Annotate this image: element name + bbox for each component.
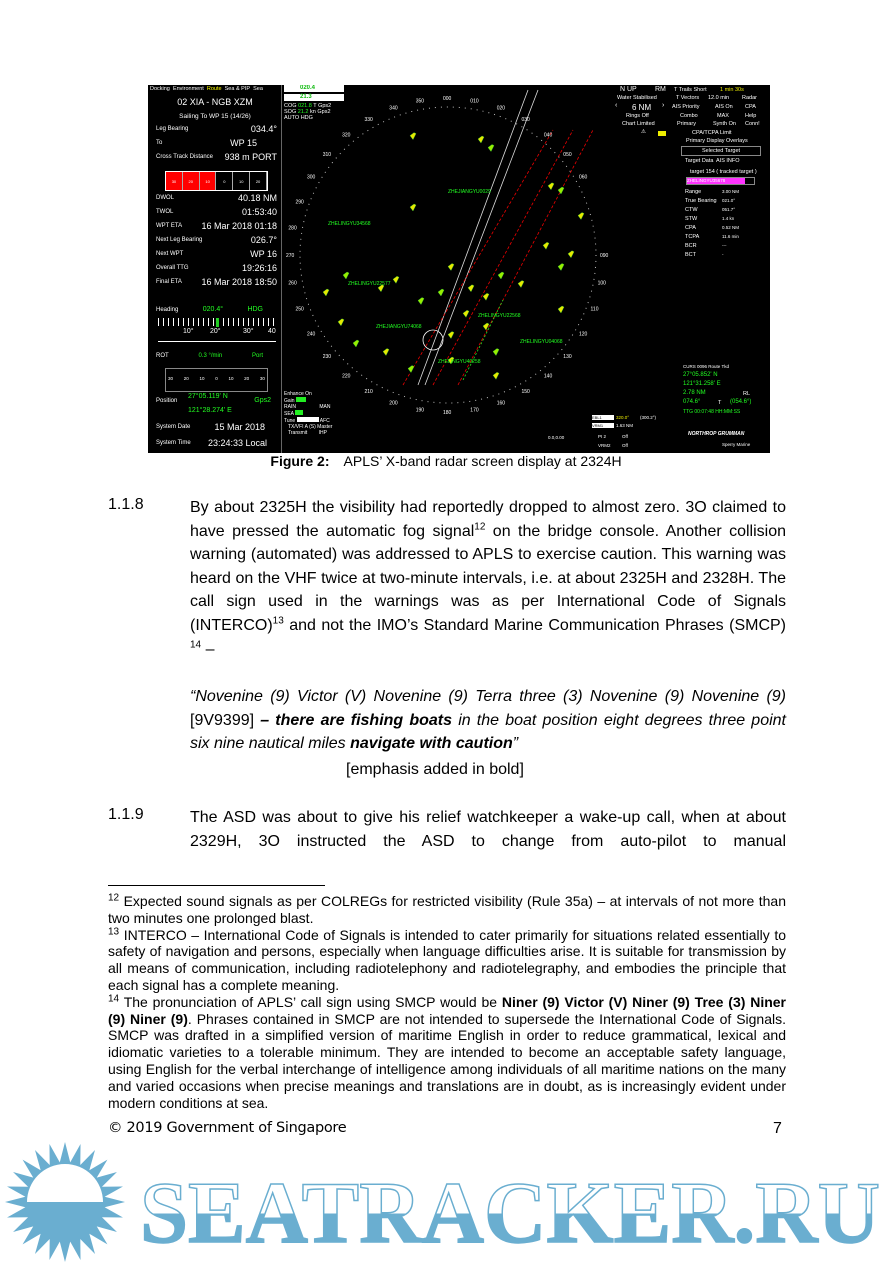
bearing-label: 110	[590, 306, 599, 313]
radar-target	[343, 272, 349, 279]
date-label: System Date	[156, 424, 191, 430]
footnotes	[108, 893, 786, 1111]
bearing-label: 210	[364, 389, 373, 395]
bearing-label: 020	[496, 105, 506, 112]
cursor-header: CURS 0096 Route Tkd	[683, 364, 729, 369]
paragraph-1-1-8	[190, 496, 786, 661]
label: To	[156, 140, 163, 146]
warning-icon[interactable]: ⚠	[641, 129, 646, 135]
vrm2-label: VRM2	[598, 443, 611, 448]
footnote-ref[interactable]: 12	[474, 521, 486, 533]
label: DWOL	[156, 195, 174, 201]
value: 026.7°	[250, 235, 277, 245]
radar-target	[493, 349, 499, 356]
radar-target	[568, 251, 574, 258]
footnote-text: The pronunciation of APLS’ call sign using SMCP would be	[123, 993, 502, 1010]
coords: 0.0,0.00	[548, 435, 565, 440]
master-label: TX/VFI A (S) Master	[288, 424, 333, 430]
caption-text: APLS’ X-band radar screen display at 2324H	[343, 453, 622, 469]
radar-target	[493, 372, 499, 379]
label: Next Leg Bearing	[156, 237, 203, 243]
cog-value: 021.8	[298, 103, 312, 109]
target-field-label: BCT	[685, 252, 696, 258]
ais-target-label: ZHELINGYU22568	[478, 313, 521, 319]
target-field-value: 1.4 kn	[722, 216, 735, 221]
value: WP 16	[250, 249, 277, 259]
target-field-value: 051.7°	[722, 207, 736, 212]
rot-tick: 20	[244, 376, 250, 381]
label: Cross Track Distance	[156, 154, 214, 160]
cross-track-bar	[165, 171, 268, 191]
position-source: Gps2	[254, 397, 271, 404]
bearing-label: 310	[322, 152, 332, 159]
latitude: 27°05.119' N	[188, 393, 228, 400]
conn[interactable]: Conn!	[745, 121, 760, 127]
gain-slider[interactable]	[296, 397, 306, 402]
paragraph-text: By about 2325H the visibility had reportedly dropped to almost zero. 3O claimed to have pressed the automatic fog signal	[190, 499, 786, 540]
xtd-tick: 20	[250, 172, 267, 190]
bearing-label: 180	[443, 410, 452, 416]
ais-target-label: ZHELINGYU22577	[348, 281, 391, 287]
target-field-value: 11.6 min	[722, 234, 739, 239]
bearing-label: 300	[307, 174, 316, 181]
nav-readouts	[284, 85, 354, 121]
stw-readout: 21.3	[284, 94, 344, 101]
bearing-label: 060	[579, 174, 588, 181]
chart-limited[interactable]: Chart Limited	[622, 121, 655, 127]
cog-label: COG	[284, 103, 297, 109]
sun-icon	[5, 1142, 125, 1262]
radar-controls	[284, 391, 348, 436]
vrm-button[interactable]: VRM1	[592, 423, 614, 428]
cursor-bearing: 074.6°	[683, 399, 701, 405]
bearing-label: 030	[521, 117, 530, 123]
rot-scale	[165, 368, 268, 392]
route-name: 02 XIA - NGB XZM	[177, 97, 253, 107]
quote-text: “Novenine (9) Victor (V) Novenine (9) Terra three (3) Novenine (9) Novenine (9)	[190, 688, 786, 705]
pulse-mode: IHP	[318, 430, 327, 436]
route-row	[156, 263, 277, 273]
tick-label: 20°	[210, 328, 221, 335]
bearing-label: 280	[288, 225, 297, 232]
trails-time: 1 min 30s	[720, 87, 744, 93]
copyright: © 2019 Government of Singapore	[108, 1120, 347, 1136]
paragraph-1-1-9: The ASD was about to give his relief watchkeeper a wake-up call, when at about 2329H, 3O instructed the ASD to change from auto-pilot to manual	[190, 809, 786, 850]
radar-target	[483, 293, 489, 300]
radar-target	[558, 306, 564, 313]
target-field-label: TCPA	[685, 234, 700, 240]
target-field-value: 0.52 NM	[722, 225, 740, 230]
radar-target	[518, 281, 524, 288]
footnote-bold: Niner (9) Victor (V) Niner (9) Tree (3) Niner (9) Niner (9)	[108, 993, 786, 1027]
bearing-label: 120	[579, 331, 588, 338]
bearing-label: 260	[288, 280, 297, 287]
cursor-lat: 27°05.852' N	[683, 372, 718, 378]
value: WP 15	[230, 138, 257, 148]
range-down-icon[interactable]: ‹	[615, 102, 618, 109]
para-number: 1.1.8	[108, 496, 144, 513]
synth-on[interactable]: Synth On	[713, 121, 736, 127]
radar-target	[478, 136, 484, 143]
caption-label: Figure 2:	[270, 453, 330, 469]
enhance-label: Enhance On	[284, 391, 312, 397]
xtd-tick: 0	[216, 172, 233, 190]
figure-caption	[0, 453, 892, 469]
range-up-icon[interactable]: ›	[662, 102, 665, 109]
sea-slider[interactable]	[295, 410, 303, 415]
heading-line	[415, 90, 528, 385]
value: 19:26:16	[241, 263, 277, 273]
sea-label: SEA	[284, 411, 294, 417]
radar-target	[408, 366, 414, 373]
heading-value: 020.4°	[202, 306, 224, 313]
vrm2-value: Off	[622, 443, 628, 448]
radar-screenshot	[148, 85, 770, 453]
xtd-tick: 30	[166, 172, 183, 190]
label: TWOL	[156, 209, 174, 215]
bearing-label: 320	[342, 132, 351, 139]
label: WPT ETA	[156, 223, 183, 229]
route-row	[156, 235, 277, 245]
route-row	[156, 193, 277, 203]
xtd-tick: 20	[183, 172, 200, 190]
trails[interactable]: T Trails Short	[674, 87, 707, 93]
afc-label: AFC	[319, 418, 330, 424]
radar-target	[543, 242, 549, 249]
ais-target-label: ZHEJIANGYU0029	[448, 189, 491, 195]
system-date: 15 Mar 2018	[214, 422, 265, 432]
footnote-12	[108, 893, 786, 927]
label: Next WPT	[156, 251, 184, 257]
ebl-button[interactable]: EBL1	[592, 415, 614, 420]
ttg: TTG 00:07:48 HH:MM:SS	[683, 409, 741, 415]
target-name: ZHELINGYU35678	[687, 178, 745, 184]
bearing-label: 000	[443, 96, 452, 102]
tune-label: Tune	[284, 418, 296, 424]
cursor-relative: (054.6°)	[730, 399, 752, 405]
rot-label: ROT	[156, 353, 169, 359]
footnote-13	[108, 927, 786, 994]
radar-target	[353, 340, 359, 347]
value: 16 Mar 2018 18:50	[201, 277, 277, 287]
paragraph-text: and not the IMO’s Standard Marine Communication Phrases (SMCP)	[283, 616, 786, 634]
bearing-label: 230	[322, 353, 332, 360]
bearing-label: 190	[415, 407, 425, 414]
bearing-label: 340	[389, 105, 398, 112]
selected-target-label: Selected Target	[701, 148, 741, 154]
radar-target	[338, 319, 344, 326]
bearing-label: 270	[286, 253, 295, 259]
heading-pointer	[216, 318, 219, 327]
label: Final ETA	[156, 279, 182, 285]
target-id: target 154 ( tracked target )	[690, 169, 757, 175]
quoted-warning	[190, 685, 786, 756]
footnote-number: 13	[108, 925, 120, 937]
motion-mode[interactable]: RM	[655, 86, 666, 93]
value: 034.4°	[250, 124, 277, 134]
radar-target	[548, 183, 554, 190]
combo[interactable]: Combo	[680, 113, 698, 119]
route-row	[156, 221, 277, 231]
panel-tabs	[150, 86, 263, 92]
target-field-label: Range	[685, 189, 702, 195]
tab-sea: Sea	[253, 86, 263, 92]
maker-sub: Sperry Marine	[722, 442, 751, 447]
radar-target	[578, 213, 584, 220]
bearing-label: 040	[543, 132, 553, 139]
bearing-label: 150	[521, 389, 530, 395]
tab-environment: Environment	[172, 86, 204, 92]
footnote-14	[108, 994, 786, 1112]
cursor-lon: 121°31.258' E	[683, 381, 721, 387]
stabilisation[interactable]: Water Stabilised	[617, 95, 657, 101]
value: 16 Mar 2018 01:18	[201, 221, 277, 231]
rot-tick: 10	[228, 376, 234, 381]
bearing-label: 170	[470, 407, 479, 414]
radar-target	[393, 276, 399, 283]
ais-target-label: ZHELINGYU04068	[520, 339, 563, 345]
target-field-label: BCR	[685, 243, 697, 249]
tab-sea-pip: Sea & PIP	[224, 86, 251, 92]
tune-slider[interactable]	[297, 417, 319, 422]
footnote-number: 14	[108, 993, 120, 1005]
xtd-tick: 10	[200, 172, 217, 190]
target-field-value: -	[722, 252, 724, 257]
ais-target-label: ZHEJIANGYU74068	[376, 324, 422, 330]
label: Overall TTG	[156, 265, 189, 271]
bearing-label: 220	[342, 373, 351, 380]
footnote-text: . Phrases contained in SMCP are not intended to supersede the International Code of Signals. SMCP was drafted in a simplified version of maritime English in order to reduce grammatical, lexical and idiomatic varieties to a tolerable minimum. They are intended to become an acceptable safety language, using English for the verbal interchange of intelligence among individuals of all maritime nations on the many and varied occasions when precise meanings and translations are in doubt, as is increasingly evident under modern conditions at sea.	[108, 1010, 786, 1111]
quote-emphasis: – there are fishing boats	[254, 711, 453, 729]
primary[interactable]: Primary	[677, 121, 696, 127]
sailing-to: Sailing To WP 15 (14/26)	[179, 113, 251, 120]
display-overlays[interactable]: Primary Display Overlays	[686, 138, 748, 144]
own-ship-marker	[423, 330, 443, 350]
tick-label: 40	[268, 328, 276, 335]
bearing-label: 290	[295, 199, 304, 206]
radar-target	[410, 133, 416, 140]
cpa-button[interactable]: CPA	[745, 104, 756, 110]
route-row	[156, 277, 277, 287]
target-data-label: Target Data	[685, 158, 714, 164]
bearing-label: 250	[295, 306, 304, 313]
radar-target	[468, 285, 474, 292]
help-button[interactable]: Help	[745, 113, 757, 119]
target-field-label: STW	[685, 216, 698, 222]
tick-label: 30°	[243, 328, 254, 335]
max[interactable]: MAX	[717, 113, 729, 119]
value: 01:53:40	[241, 207, 277, 217]
route-row	[156, 249, 277, 259]
rot-tick: 10	[199, 376, 205, 381]
range-value: 6 NM	[632, 103, 652, 112]
radar-label: Radar	[742, 95, 757, 101]
time-label: System Time	[156, 440, 191, 446]
label: Leg Bearing	[156, 126, 189, 132]
tab-route: Route	[206, 86, 222, 92]
footnote-divider	[108, 885, 325, 886]
radar-target	[558, 187, 564, 194]
sog-unit: kn	[310, 109, 316, 115]
bearing-label: 050	[563, 152, 572, 159]
radar-target	[418, 298, 424, 305]
target-field-value: ---	[722, 243, 727, 248]
bearing-label: 100	[597, 280, 606, 287]
bearing-label: 010	[470, 98, 479, 105]
radar-target	[383, 349, 389, 356]
pi2-label: PI 2	[598, 434, 607, 439]
steering-mode: AUTO HDG	[284, 115, 313, 121]
vectors[interactable]: T Vectors	[676, 95, 700, 101]
target-field-value: 3.00 NM	[722, 189, 740, 194]
orientation[interactable]: N UP	[620, 86, 637, 93]
ais-target-label: ZHELINGYU34568	[328, 221, 371, 227]
rain-label: RAIN	[284, 404, 296, 410]
bearing-label: 130	[563, 353, 572, 360]
footnote-text: INTERCO – International Code of Signals is intended to cater primarily for situations related essentially to safety of navigation and persons, especially when language difficulties arise. It is suitable for transmission by all means of communication, including radiotelephony and radiotelegraphy, and embodies the principle that each signal has a complete meaning.	[108, 926, 787, 993]
target-field-label: CPA	[685, 225, 696, 231]
ais-target-label: ZHELINGYU40258	[438, 359, 481, 365]
pi2-value: Off	[622, 434, 628, 439]
selected-target-header[interactable]	[681, 146, 761, 156]
sog-source: Gps2	[317, 109, 331, 115]
transmit-label: Transmit	[288, 430, 308, 436]
bearing-label: 140	[543, 373, 553, 380]
vrm-value: 1.63 NM	[616, 423, 634, 428]
target-field-label: True Bearing	[685, 198, 717, 204]
quote-emphasis: navigate with caution	[350, 735, 513, 753]
ebl-value: 320.0°	[616, 415, 630, 420]
footnote-ref[interactable]: 13	[272, 615, 284, 627]
target-field-value: 021.0°	[722, 198, 736, 203]
ais-on[interactable]: AIS On	[715, 104, 733, 110]
radar-target	[498, 272, 504, 279]
heading-label: Heading	[156, 306, 179, 313]
seatracker-watermark	[0, 1140, 892, 1263]
maker-logo: NORTHROP GRUMMAN	[688, 431, 745, 437]
rings[interactable]: Rings Off	[626, 113, 649, 119]
rot-tick: 30	[259, 376, 265, 381]
bearing-label: 350	[415, 98, 425, 105]
route-panel	[148, 85, 282, 453]
sog-value: 21.2	[297, 109, 309, 115]
para-number: 1.1.9	[108, 806, 144, 823]
target-name-box	[686, 177, 755, 185]
bearing-label: 240	[307, 331, 316, 338]
radar-target	[438, 289, 444, 296]
mail-icon[interactable]	[658, 131, 666, 136]
target-data-value: AIS INFO	[716, 158, 740, 164]
radar-target	[463, 310, 469, 317]
radar-target	[410, 204, 416, 211]
cog-source: Gps2	[318, 103, 332, 109]
radar-target	[488, 145, 494, 152]
rot-value: 0.3 °/min	[198, 353, 223, 359]
ebl-relative: (300.2°)	[640, 415, 657, 420]
vector-time: 12.0 min	[708, 95, 730, 101]
bearing-label: 330	[364, 117, 373, 123]
cursor-true: T	[718, 400, 722, 406]
footnote-number: 12	[108, 892, 120, 904]
paragraph-text: –	[201, 640, 215, 658]
radar-target	[448, 264, 454, 271]
quote-text: ”	[512, 735, 519, 753]
paragraph-text: on the bridge console. Another collision warning (automated) was addressed to APLS to exercise caution. This warning was heard on the VHF twice at two-minute intervals, i.e. at about 2325H and 2328H. The call sign used in the warnings was as per International Code of Signals (INTERCO)	[190, 522, 786, 634]
footnote-text: Expected sound signals as per COLREGs for restricted visibility (Rule 35a) – at intervals of not more than two minutes one prolonged blast.	[108, 893, 786, 926]
position-label: Position	[156, 397, 178, 404]
radar-target	[558, 264, 564, 271]
rot-tick: 20	[183, 376, 189, 381]
bearing-label: 090	[600, 253, 609, 259]
xtd-tick: 10	[233, 172, 250, 190]
route-row	[156, 207, 277, 217]
bearing-label: 200	[389, 400, 398, 407]
target-field-label: CTW	[685, 207, 698, 213]
quote-text: in the boat position eight degrees three point six nine nautical miles	[190, 711, 786, 753]
radar-target	[448, 332, 454, 339]
footnote-ref[interactable]: 14	[190, 639, 202, 651]
route-leg-line	[433, 130, 573, 385]
cursor-rl: RL	[743, 391, 751, 397]
heading-tape	[158, 318, 276, 342]
cpa-limit[interactable]: CPA/TCPA Limit	[692, 130, 732, 136]
longitude: 121°28.274' E	[188, 407, 232, 414]
ais-priority[interactable]: AIS Priority	[672, 104, 700, 110]
rot-tick: 0	[215, 376, 218, 381]
watermark-text: SEATRACKER.RU	[140, 1165, 880, 1262]
tick-label: 10°	[183, 328, 194, 335]
gain-label: Gain	[284, 398, 295, 404]
rot-tick: 30	[168, 376, 174, 381]
heading-readout: 020.4	[284, 85, 344, 92]
cog-unit: T	[313, 103, 317, 109]
bearing-label: 160	[496, 400, 506, 407]
route-leg-line	[458, 130, 593, 385]
value: 40.18 NM	[237, 193, 277, 203]
vector-line	[463, 300, 503, 380]
sog-label: SOG	[284, 109, 297, 115]
value: 938 m PORT	[224, 152, 277, 162]
heading-mode: HDG	[247, 306, 263, 313]
page-number: 7	[773, 1120, 782, 1137]
emphasis-note: [emphasis added in bold]	[346, 761, 524, 778]
tab-docking: Docking	[150, 86, 170, 92]
cursor-range: 2.78 NM	[683, 390, 706, 396]
system-time: 23:24:33 Local	[207, 438, 267, 448]
rot-side: Port	[251, 353, 263, 359]
radar-target	[323, 289, 329, 296]
man-label: MAN	[319, 404, 331, 410]
call-sign: [9V9399]	[190, 711, 255, 729]
